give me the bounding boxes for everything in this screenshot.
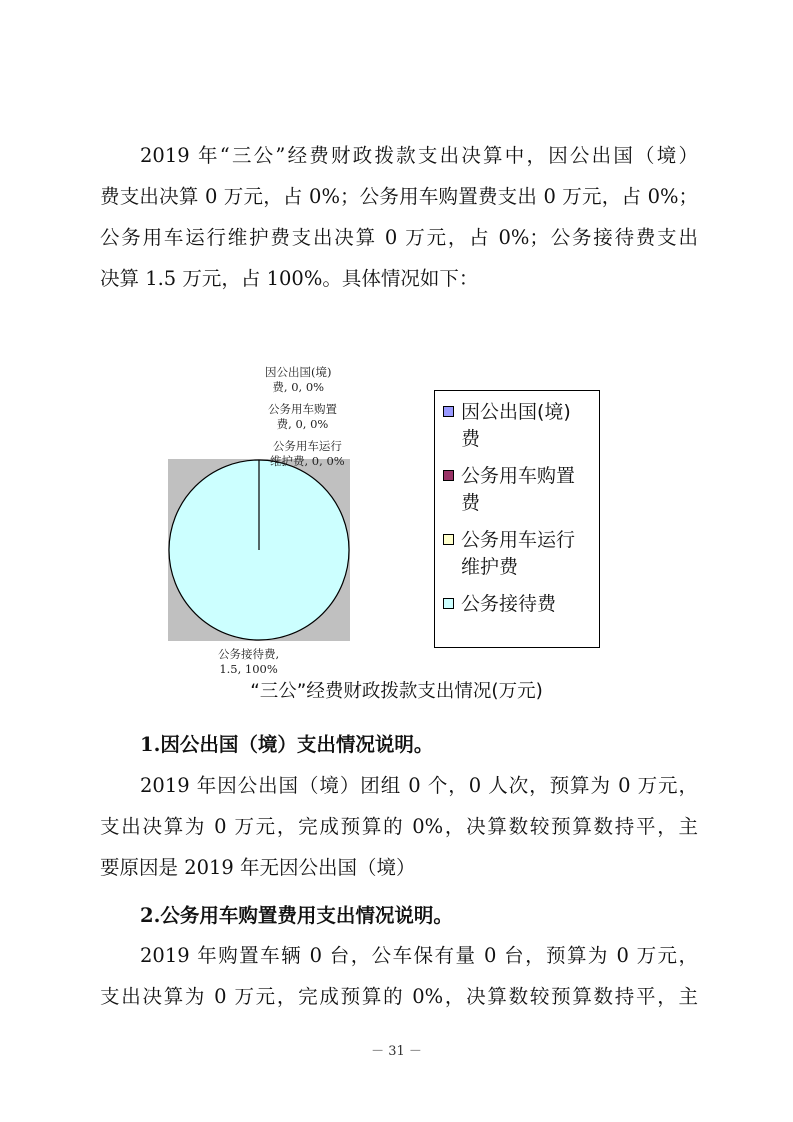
pie-label-line: 费, 0, 0% — [276, 417, 329, 431]
chart-legend — [434, 390, 600, 648]
pie-label-overseas — [265, 365, 331, 395]
legend-item-vehicle-operation — [443, 527, 601, 581]
intro-line: 公务用车运行维护费支出决算 0 万元，占 0%；公务接待费支出 — [100, 226, 698, 249]
pie-label-line: 公务用车运行 — [272, 439, 342, 453]
pie-label-vehicle-purchase — [268, 402, 337, 432]
pie-plot — [168, 459, 368, 659]
pie-label-line: 维护费, 0, 0% — [270, 454, 345, 468]
section2-heading: 2.公务用车购置费用支出情况说明。 — [140, 904, 453, 927]
section2-line: 2019 年购置车辆 0 台，公车保有量 0 台，预算为 0 万元， — [140, 944, 698, 967]
section1-line: 要原因是 2019 年无因公出国（境） — [100, 856, 416, 879]
legend-label: 因公出国(境) — [461, 401, 571, 423]
pie-label-line: 公务用车购置 — [268, 402, 337, 416]
legend-label: 公务用车运行 — [461, 529, 576, 551]
legend-swatch — [443, 534, 454, 545]
section1-paragraph — [100, 765, 698, 888]
legend-swatch — [443, 470, 454, 481]
chart-title: “三公”经费财政拨款支出情况(万元) — [250, 681, 543, 702]
intro-line: 费支出决算 0 万元，占 0%；公务用车购置费支出 0 万元，占 0%； — [100, 185, 698, 208]
section1-heading: 1.因公出国（境）支出情况说明。 — [140, 733, 434, 756]
legend-item-vehicle-purchase — [443, 463, 601, 517]
intro-line: 2019 年“三公”经费财政拨款支出决算中，因公出国（境） — [140, 144, 698, 167]
intro-paragraph — [100, 135, 698, 299]
legend-swatch — [443, 598, 454, 609]
page-number: － 31 － — [371, 1044, 422, 1059]
legend-item-reception — [443, 591, 601, 618]
pie-label-line: 公务接待费, — [218, 647, 280, 661]
legend-label: 公务接待费 — [461, 593, 557, 615]
pie-label-vehicle-operation — [270, 439, 345, 469]
section2-paragraph — [100, 935, 698, 1017]
section1-line: 2019 年因公出国（境）团组 0 个，0 人次，预算为 0 万元， — [140, 774, 698, 797]
section1-line: 支出决算为 0 万元，完成预算的 0%，决算数较预算数持平，主 — [100, 815, 698, 838]
legend-swatch — [443, 406, 454, 417]
legend-label: 费 — [461, 428, 481, 450]
pie-label-line: 因公出国(境) — [265, 365, 332, 379]
pie-label-reception — [218, 647, 279, 677]
legend-label: 公务用车购置 — [461, 465, 576, 487]
legend-label: 费 — [461, 492, 481, 514]
pie-label-line: 1.5, 100% — [219, 662, 278, 676]
section2-line: 支出决算为 0 万元，完成预算的 0%，决算数较预算数持平，主 — [100, 985, 698, 1008]
legend-label: 维护费 — [461, 556, 519, 578]
pie-label-line: 费, 0, 0% — [272, 380, 325, 394]
intro-line: 决算 1.5 万元，占 100%。具体情况如下： — [100, 267, 479, 290]
legend-item-overseas — [443, 399, 601, 453]
